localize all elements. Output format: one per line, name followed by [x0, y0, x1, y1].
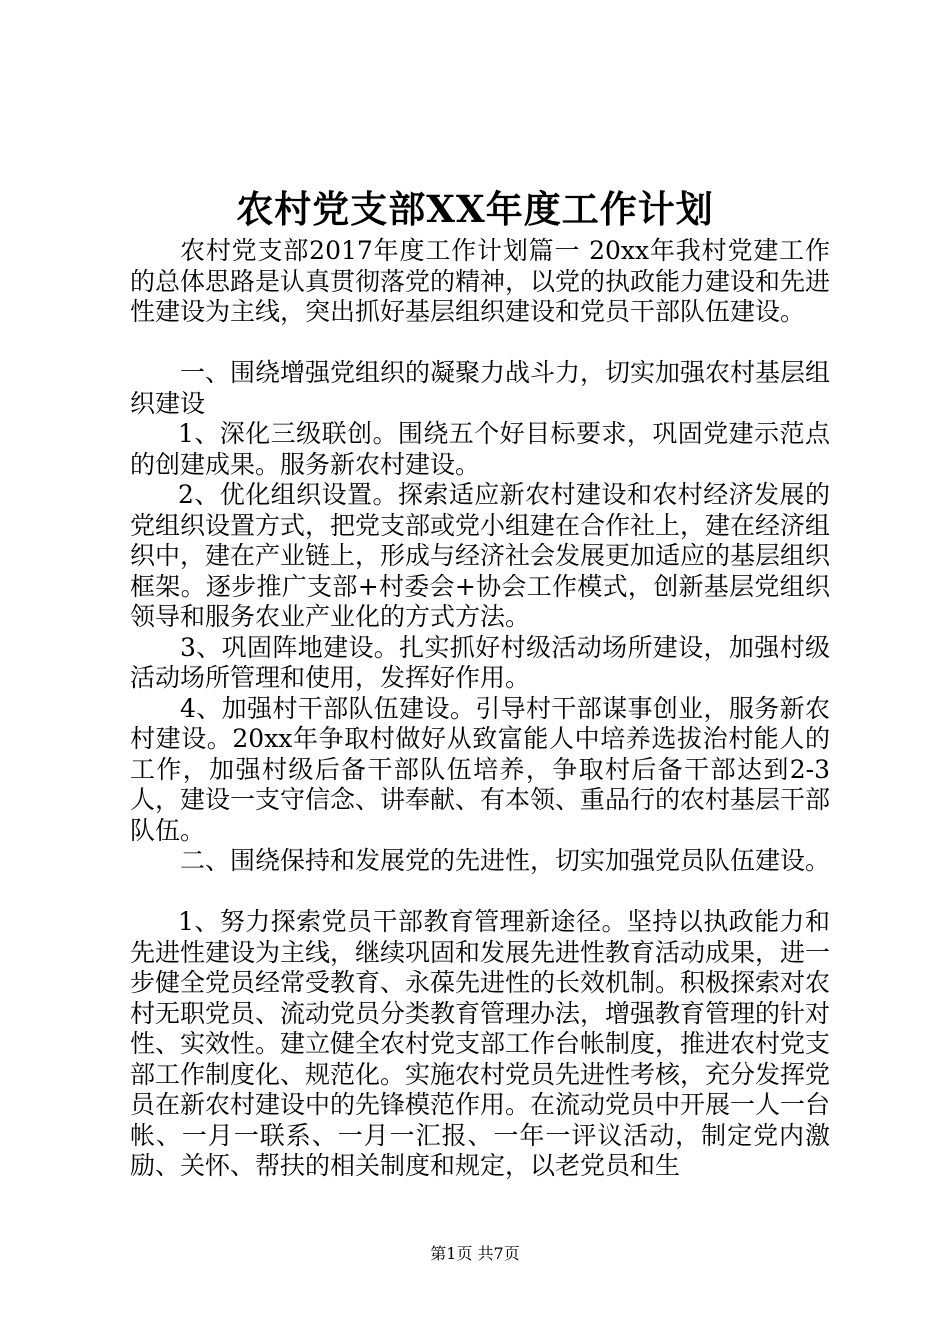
document-title: 农村党支部XX年度工作计划: [236, 187, 714, 231]
item-paragraph-1-2: 2、优化组织设置。探索适应新农村建设和农村经济发展的党组织设置方式，把党支部或党小组建在合作社上，建在经济组织中，建在产业链上，形成与经济社会发展更加适应的基层组织框架。逐步推广支部+村委会+协会工作模式，创新基层党组织领导和服务农业产业化的方式方法。: [130, 480, 831, 631]
section-heading-2: 二、围绕保持和发展党的先进性，切实加强党员队伍建设。: [180, 846, 831, 875]
document-body: [130, 236, 830, 1182]
intro-paragraph: 农村党支部2017年度工作计划篇一 20xx年我村党建工作的总体思路是认真贯彻落党的精神，以党的执政能力建设和先进性建设为主线，突出抓好基层组织建设和党员干部队伍建设。: [130, 236, 831, 326]
page-footer: 第1页 共7页: [430, 1244, 520, 1263]
item-paragraph-2-1: 1、努力探索党员干部教育管理新途径。坚持以执政能力和先进性建设为主线，继续巩固和发展先进性教育活动成果，进一步健全党员经常受教育、永葆先进性的长效机制。积极探索对农村无职党员、流动党员分类教育管理办法，增强教育管理的针对性、实效性。建立健全农村党支部工作台帐制度，推进农村党支部工作制度化、规范化。实施农村党员先进性考核，充分发挥党员在新农村建设中的先锋模范作用。在流动党员中开展一人一台帐、一月一联系、一月一汇报、一年一评议活动，制定党内激励、关怀、帮扶的相关制度和规定，以老党员和生: [130, 907, 831, 1180]
item-paragraph-1-1: 1、深化三级联创。围绕五个好目标要求，巩固党建示范点的创建成果。服务新农村建设。: [130, 419, 830, 479]
section-heading-1: 一、围绕增强党组织的凝聚力战斗力，切实加强农村基层组织建设: [130, 358, 831, 418]
item-paragraph-1-4: 4、加强村干部队伍建设。引导村干部谋事创业，服务新农村建设。20xx年争取村做好从致富能人中培养选拔治村能人的工作，加强村级后备干部队伍培养，争取村后备干部达到2-3人，建设一支守信念、讲奉献、有本领、重品行的农村基层干部队伍。: [130, 693, 831, 845]
item-paragraph-1-3: 3、巩固阵地建设。扎实抓好村级活动场所建设，加强村级活动场所管理和使用，发挥好作用。: [130, 632, 830, 692]
